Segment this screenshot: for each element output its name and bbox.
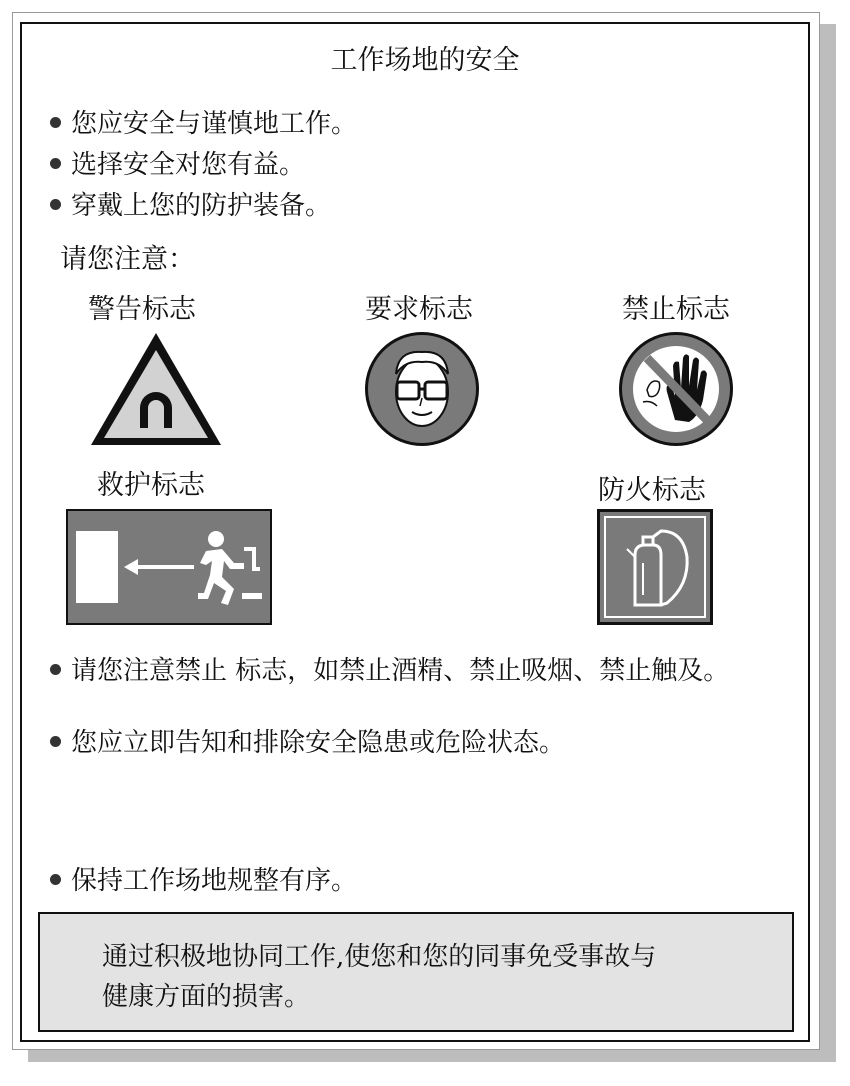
warning-sign-label: 警告标志 xyxy=(88,294,196,325)
bullet-dot xyxy=(50,158,61,169)
fire-extinguisher-icon xyxy=(597,509,713,625)
bullet-dot xyxy=(50,117,61,128)
page-title: 工作场地的安全 xyxy=(330,45,520,76)
bullet-dot xyxy=(50,874,61,885)
bottom-bullet-text: 请您注意禁止 标志，如禁止酒精、禁止吸烟、禁止触及。 xyxy=(71,656,730,686)
bullet-dot xyxy=(50,664,61,675)
bullet-dot xyxy=(50,199,61,210)
bottom-bullet-3 xyxy=(50,860,357,897)
rescue-sign-label: 救护标志 xyxy=(97,470,205,501)
footer-line-2: 健康方面的损害。 xyxy=(102,982,311,1012)
safety-goggles-mandatory-icon xyxy=(363,330,481,448)
prohibition-sign-label: 禁止标志 xyxy=(622,294,730,325)
fire-sign-label: 防火标志 xyxy=(598,475,706,506)
bullet-dot xyxy=(50,736,61,747)
intro-bullet-text: 穿戴上您的防护装备。 xyxy=(71,191,332,221)
mandatory-sign-label: 要求标志 xyxy=(365,294,473,325)
bottom-bullet-text: 保持工作场地规整有序。 xyxy=(71,866,358,896)
intro-bullet-2 xyxy=(50,144,305,181)
emergency-exit-rescue-icon xyxy=(66,509,272,625)
bottom-bullet-1 xyxy=(50,650,729,687)
magnet-warning-icon xyxy=(88,330,224,448)
attention-heading: 请您注意： xyxy=(60,244,195,275)
footer-callout-box xyxy=(38,912,794,1032)
bottom-bullet-text: 您应立即告知和排除安全隐患或危险状态。 xyxy=(71,728,566,758)
intro-bullet-1 xyxy=(50,103,357,140)
intro-bullet-text: 选择安全对您有益。 xyxy=(71,150,306,180)
do-not-touch-prohibition-icon xyxy=(617,330,735,448)
intro-bullet-3 xyxy=(50,185,331,222)
intro-bullet-text: 您应安全与谨慎地工作。 xyxy=(71,109,358,139)
footer-line-1: 通过积极地协同工作,使您和您的同事免受事故与 xyxy=(102,942,657,972)
bottom-bullet-2 xyxy=(50,722,565,759)
